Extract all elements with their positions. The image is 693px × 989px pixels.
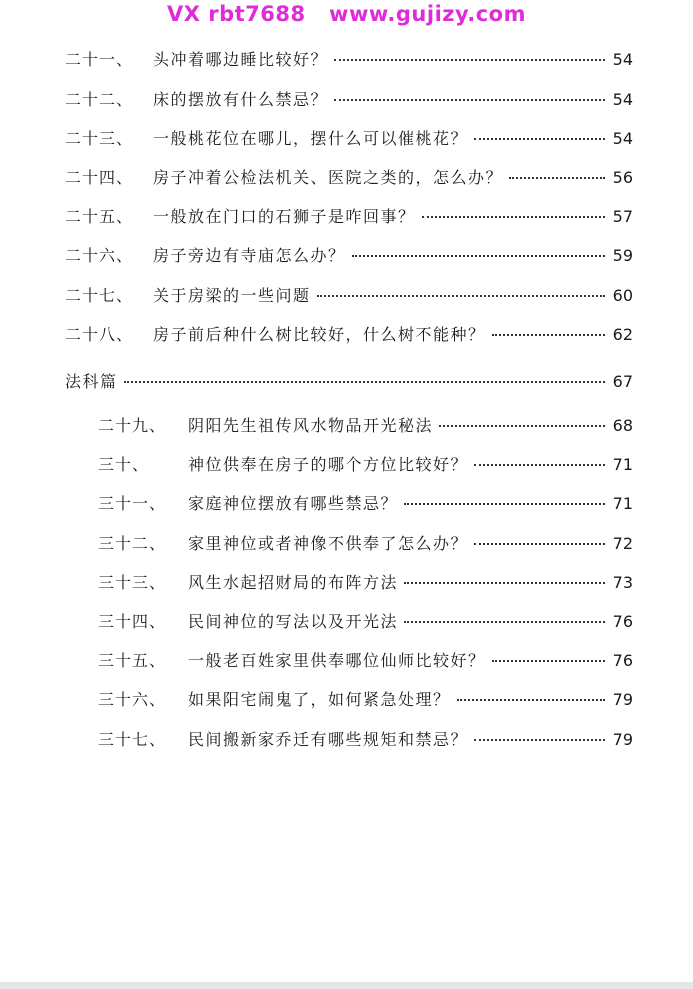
entry-number: 三十三、 [98,573,167,592]
entry-title: 家里神位或者神像不供奉了怎么办？ [188,534,469,553]
entry-page-number: 60 [612,286,633,305]
dot-leader [352,255,605,257]
entry-page-number: 76 [612,651,633,670]
entry-number: 二十八、 [65,325,134,344]
entry-page-number: 79 [612,690,633,709]
toc-entry[interactable] [65,323,633,347]
entry-page-number: 56 [612,168,633,187]
entry-number: 二十五、 [65,207,134,226]
dot-leader [334,59,605,61]
entry-number: 三十六、 [98,690,167,709]
dot-leader [457,699,605,701]
entry-page-number: 76 [612,612,633,631]
entry-number: 二十二、 [65,90,134,109]
entry-title: 一般桃花位在哪儿，摆什么可以催桃花？ [153,129,469,148]
entry-number: 三十五、 [98,651,167,670]
toc-section-heading[interactable] [65,370,633,394]
dot-leader [404,503,605,505]
dot-leader [492,660,605,662]
entry-title: 阴阳先生祖传风水物品开光秘法 [188,416,434,435]
page-bottom-edge [0,982,693,989]
toc-subentry[interactable] [98,649,633,673]
entry-number: 二十九、 [98,416,167,435]
toc-subentry[interactable] [98,610,633,634]
entry-title: 房子冲着公检法机关、医院之类的，怎么办？ [153,168,504,187]
entry-page-number: 54 [612,50,633,69]
toc-subentry[interactable] [98,728,633,752]
entry-page-number: 59 [612,246,633,265]
toc-subentry[interactable] [98,492,633,516]
entry-page-number: 73 [612,573,633,592]
dot-leader [404,582,605,584]
entry-title: 床的摆放有什么禁忌？ [153,90,329,109]
toc-entry[interactable] [65,88,633,112]
entry-page-number: 71 [612,455,633,474]
dot-leader [492,334,605,336]
toc-entry[interactable] [65,166,633,190]
entry-number: 三十七、 [98,730,167,749]
entry-title: 风生水起招财局的布阵方法 [188,573,399,592]
entry-title: 房子前后种什么树比较好，什么树不能种？ [153,325,486,344]
entry-title: 头冲着哪边睡比较好？ [153,50,329,69]
entry-number: 二十七、 [65,286,134,305]
entry-title: 如果阳宅闹鬼了，如何紧急处理？ [188,690,451,709]
dot-leader [439,425,605,427]
entry-title: 房子旁边有寺庙怎么办？ [153,246,346,265]
entry-number: 三十、 [98,455,150,474]
entry-title: 一般放在门口的石狮子是咋回事？ [153,207,416,226]
entry-page-number: 54 [612,90,633,109]
entry-page-number: 57 [612,207,633,226]
entry-page-number: 72 [612,534,633,553]
entry-title: 民间搬新家乔迁有哪些规矩和禁忌？ [188,730,469,749]
entry-number: 二十四、 [65,168,134,187]
entry-number: 二十三、 [65,129,134,148]
entry-page-number: 79 [612,730,633,749]
toc-subentry[interactable] [98,571,633,595]
toc-subentry[interactable] [98,532,633,556]
entry-title: 神位供奉在房子的哪个方位比较好？ [188,455,469,474]
entry-page-number: 62 [612,325,633,344]
entry-number: 三十四、 [98,612,167,631]
dot-leader [509,177,605,179]
entry-number: 二十一、 [65,50,134,69]
section-title: 法科篇 [65,372,118,391]
entry-number: 二十六、 [65,246,134,265]
dot-leader [317,295,605,297]
entry-page-number: 68 [612,416,633,435]
dot-leader [474,739,605,741]
toc-entry[interactable] [65,205,633,229]
entry-page-number: 71 [612,494,633,513]
dot-leader [404,621,605,623]
section-page-number: 67 [612,372,633,391]
entry-number: 三十二、 [98,534,167,553]
dot-leader [474,138,605,140]
dot-leader [474,543,605,545]
toc-entry[interactable] [65,244,633,268]
entry-title: 民间神位的写法以及开光法 [188,612,399,631]
dot-leader [334,99,605,101]
entry-page-number: 54 [612,129,633,148]
dot-leader [422,216,605,218]
toc-entry[interactable] [65,284,633,308]
entry-title: 家庭神位摆放有哪些禁忌？ [188,494,399,513]
entry-number: 三十一、 [98,494,167,513]
dot-leader [124,381,605,383]
toc-entry[interactable] [65,127,633,151]
entry-title: 关于房梁的一些问题 [153,286,311,305]
dot-leader [474,464,605,466]
toc-subentry[interactable] [98,414,633,438]
toc-entry[interactable] [65,48,633,72]
entry-title: 一般老百姓家里供奉哪位仙师比较好？ [188,651,486,670]
toc-subentry[interactable] [98,453,633,477]
toc-subentry[interactable] [98,688,633,712]
watermark-text: VX rbt7688 www.gujizy.com [167,2,526,26]
